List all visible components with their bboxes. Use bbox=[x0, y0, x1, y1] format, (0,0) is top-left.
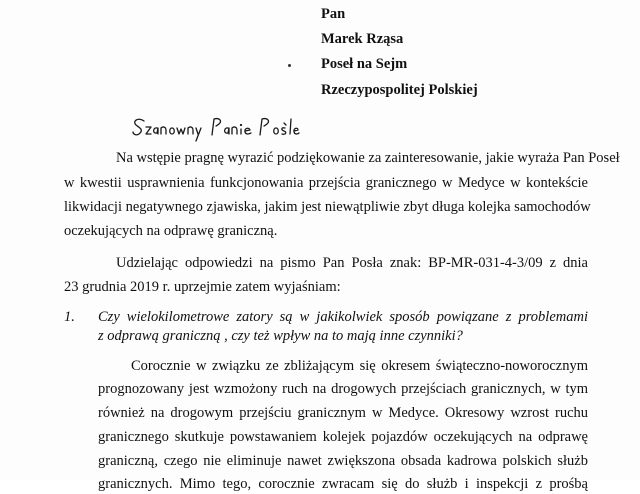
recipient-title: Poseł na Sejm bbox=[321, 56, 408, 72]
recipient-salutation: Pan bbox=[321, 6, 346, 22]
answer-line-2: prognozowany jest wzmożony ruch na drogowych przejściach granicznych, w tym bbox=[98, 381, 588, 397]
answer-line-1: Corocznie w związku ze zbliżającym się okresem świąteczno-noworocznym bbox=[131, 358, 588, 374]
reply-line-2: 23 grudnia 2019 r. uprzejmie zatem wyjaśniam: bbox=[64, 279, 341, 295]
reply-line-1: Udzielając odpowiedzi na pismo Pan Posła znak: BP-MR-031-4-3/09 z dnia bbox=[116, 255, 588, 271]
question-number: 1. bbox=[64, 309, 75, 325]
intro-line-1: Na wstępie pragnę wyrazić podziękowanie za zainteresowanie, jakie wyraża Pan Poseł bbox=[116, 150, 620, 166]
handwritten-greeting-signature bbox=[130, 113, 300, 143]
handwritten-greeting bbox=[130, 113, 300, 143]
recipient-country: Rzeczypospolitej Polskiej bbox=[321, 82, 478, 98]
intro-line-4: oczekujących na odprawę graniczną. bbox=[64, 223, 278, 239]
intro-line-3: likwidacji negatywnego zjawiska, jakim jest niewątpliwie zbyt długa kolejka samochodów bbox=[64, 199, 591, 215]
question-line-2: z odprawą graniczną , czy też wpływ na to mają inne czynniki? bbox=[98, 328, 463, 344]
answer-line-6: granicznych. Mimo tego, corocznie zwracam się do służb i inspekcji z prośbą bbox=[98, 476, 588, 492]
answer-line-3: również na drogowym przejściu granicznym w Medyce. Okresowy wzrost ruchu bbox=[98, 405, 588, 421]
recipient-name: Marek Rząsa bbox=[321, 31, 404, 47]
answer-line-4: granicznego skutkuje powstawaniem kolejek pojazdów oczekujących na odprawę bbox=[98, 429, 588, 445]
scan-speck bbox=[288, 64, 291, 67]
question-line-1: Czy wielokilometrowe zatory są w jakikolwiek sposób powiązane z problemami bbox=[98, 309, 588, 325]
intro-line-2: w kwestii usprawnienia funkcjonowania przejścia granicznego w Medyce w kontekście bbox=[64, 175, 588, 191]
answer-line-5: graniczną, czego nie eliminuje nawet zwiększona obsada kadrowa polskich służb bbox=[98, 453, 588, 469]
